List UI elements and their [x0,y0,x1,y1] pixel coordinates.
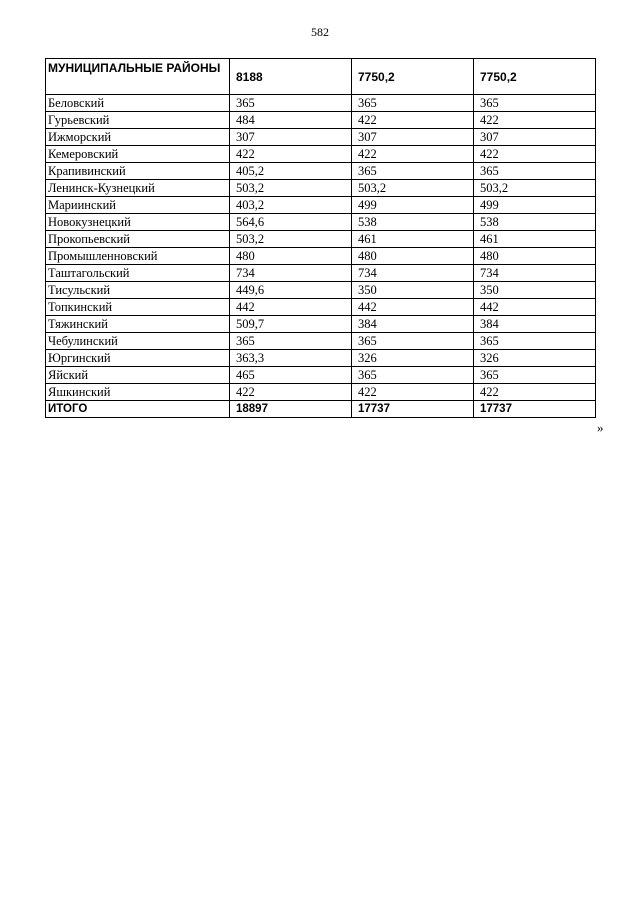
value-cell-1: 503,2 [230,180,352,197]
closing-quote-mark: » [597,420,604,435]
table-row [46,231,596,248]
table-row [46,197,596,214]
value-cell-2: 350 [352,282,474,299]
total-cell-1: 18897 [230,401,352,418]
value-cell-2: 499 [352,197,474,214]
value-cell-3: 365 [474,95,596,112]
value-cell-2: 734 [352,265,474,282]
district-name-cell: Прокопьевский [46,231,230,248]
value-cell-2: 422 [352,112,474,129]
district-name-cell: Юргинский [46,350,230,367]
total-cell-3: 17737 [474,401,596,418]
value-cell-1: 422 [230,146,352,163]
value-cell-2: 442 [352,299,474,316]
value-cell-3: 499 [474,197,596,214]
value-cell-2: 365 [352,163,474,180]
header-cell-col2: 7750,2 [352,59,474,95]
district-name-cell: Яйский [46,367,230,384]
value-cell-3: 350 [474,282,596,299]
table-row [46,333,596,350]
value-cell-2: 538 [352,214,474,231]
value-cell-3: 307 [474,129,596,146]
value-cell-1: 480 [230,248,352,265]
district-name-cell: Таштагольский [46,265,230,282]
header-cell-col1: 8188 [230,59,352,95]
district-name-cell: Гурьевский [46,112,230,129]
district-name-cell: Новокузнецкий [46,214,230,231]
value-cell-3: 365 [474,333,596,350]
value-cell-3: 480 [474,248,596,265]
table-row [46,350,596,367]
value-cell-1: 484 [230,112,352,129]
table-row [46,129,596,146]
table-row [46,299,596,316]
value-cell-2: 365 [352,333,474,350]
value-cell-3: 384 [474,316,596,333]
header-cell-col3: 7750,2 [474,59,596,95]
value-cell-1: 422 [230,384,352,401]
district-name-cell: Тяжинский [46,316,230,333]
value-cell-3: 365 [474,367,596,384]
table-row [46,146,596,163]
value-cell-1: 503,2 [230,231,352,248]
table-row [46,95,596,112]
district-name-cell: Промышленновский [46,248,230,265]
value-cell-1: 734 [230,265,352,282]
value-cell-1: 365 [230,95,352,112]
value-cell-2: 365 [352,367,474,384]
table-row [46,214,596,231]
table-total-row [46,401,596,418]
value-cell-3: 734 [474,265,596,282]
total-label-cell: ИТОГО [46,401,230,418]
page-number: 582 [311,25,329,39]
table-row [46,112,596,129]
table-row [46,367,596,384]
district-name-cell: Ленинск-Кузнецкий [46,180,230,197]
district-name-cell: Ижморский [46,129,230,146]
value-cell-3: 422 [474,112,596,129]
district-name-cell: Чебулинский [46,333,230,350]
district-name-cell: Яшкинский [46,384,230,401]
table-row [46,248,596,265]
district-name-cell: Тисульский [46,282,230,299]
value-cell-2: 326 [352,350,474,367]
value-cell-3: 503,2 [474,180,596,197]
value-cell-3: 538 [474,214,596,231]
table-row [46,316,596,333]
value-cell-1: 449,6 [230,282,352,299]
district-name-cell: Топкинский [46,299,230,316]
value-cell-1: 442 [230,299,352,316]
total-cell-2: 17737 [352,401,474,418]
district-name-cell: Кемеровский [46,146,230,163]
header-cell-name: МУНИЦИПАЛЬНЫЕ РАЙОНЫ [46,59,230,95]
table-row [46,163,596,180]
value-cell-2: 422 [352,384,474,401]
table-row [46,265,596,282]
value-cell-1: 405,2 [230,163,352,180]
district-name-cell: Крапивинский [46,163,230,180]
value-cell-2: 384 [352,316,474,333]
table-row [46,282,596,299]
data-table [45,58,596,418]
district-name-cell: Беловский [46,95,230,112]
value-cell-2: 461 [352,231,474,248]
value-cell-3: 326 [474,350,596,367]
table-row [46,180,596,197]
value-cell-1: 365 [230,333,352,350]
value-cell-2: 480 [352,248,474,265]
value-cell-1: 363,3 [230,350,352,367]
table-header-row [46,59,596,95]
value-cell-3: 461 [474,231,596,248]
value-cell-1: 403,2 [230,197,352,214]
value-cell-1: 465 [230,367,352,384]
value-cell-2: 307 [352,129,474,146]
value-cell-2: 422 [352,146,474,163]
value-cell-1: 564,6 [230,214,352,231]
value-cell-3: 422 [474,146,596,163]
value-cell-3: 422 [474,384,596,401]
district-name-cell: Мариинский [46,197,230,214]
value-cell-3: 365 [474,163,596,180]
value-cell-2: 503,2 [352,180,474,197]
value-cell-1: 509,7 [230,316,352,333]
value-cell-3: 442 [474,299,596,316]
value-cell-2: 365 [352,95,474,112]
value-cell-1: 307 [230,129,352,146]
table-row [46,384,596,401]
